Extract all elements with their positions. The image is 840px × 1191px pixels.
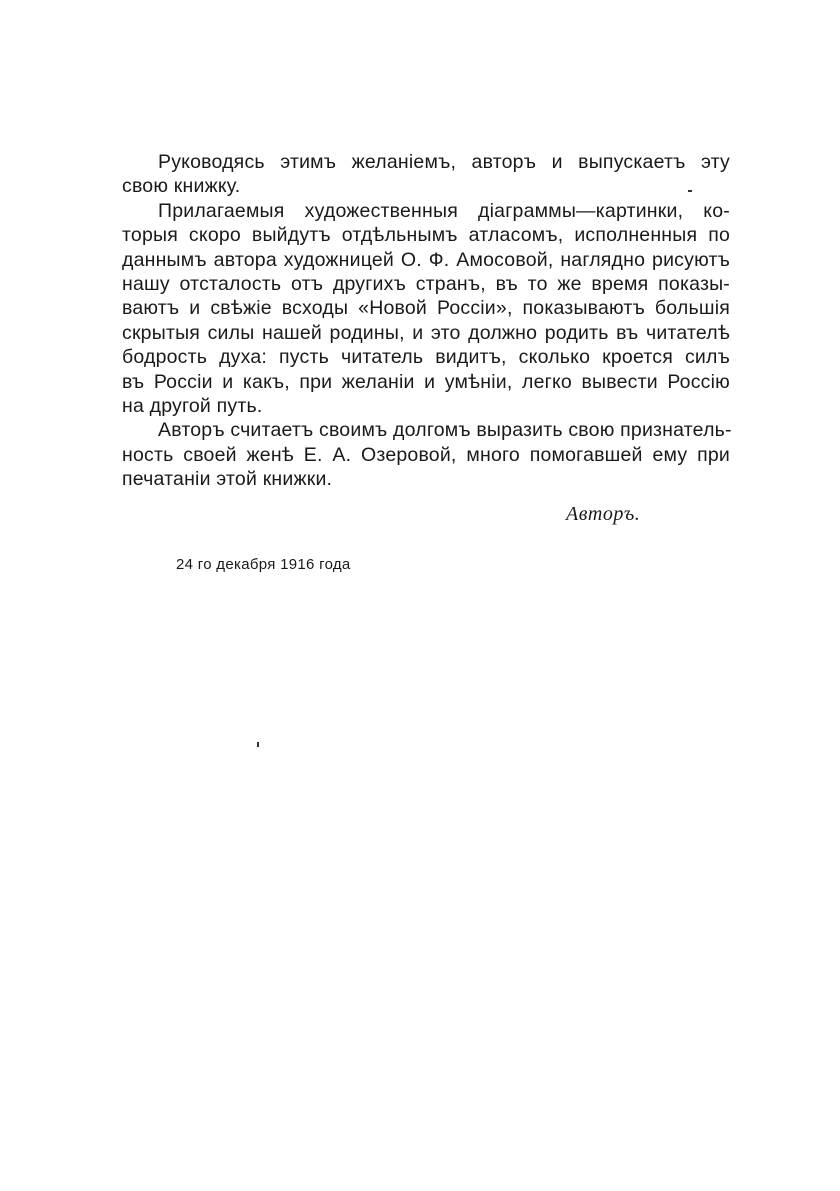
text-line: ваютъ и свѣжiе всходы «Новой Россiи», показываютъ большiя [122,297,730,320]
text-line: ность своей женѣ Е. А. Озеровой, много помогавшей ему при [122,443,730,466]
text-line: Прилагаемыя художественныя дiаграммы—картинки, ко- [158,199,730,222]
text-line: въ Россiи и какъ, при желанiи и умѣнiи, легко вывести Россiю [122,370,730,393]
date-line: 24 го декабря 1916 года [176,556,351,573]
print-speck [257,742,259,747]
text-line: скрытыя силы нашей родины, и это должно родить въ читателѣ [122,321,730,344]
text-line: торыя скоро выйдутъ отдѣльнымъ атласомъ, исполненныя по [122,224,730,247]
text-line: свою книжку. [122,175,241,198]
text-line: Руководясь этимъ желанiемъ, авторъ и выпускаетъ эту [158,151,730,173]
text-line: нашу отсталость отъ другихъ странъ, въ то же время показы- [122,272,730,295]
body-text [122,150,730,491]
author-signature: Авторъ. [566,503,641,525]
text-line: даннымъ автора художницей О. Ф. Амосовой, наглядно рисуютъ [122,248,730,271]
text-line: Авторъ считаетъ своимъ долгомъ выразить свою признатель- [158,419,732,442]
print-speck [688,190,692,192]
text-line: на другой путь. [122,394,263,417]
text-line: бодрость духа: пусть читатель видитъ, сколько кроется силъ [122,346,730,369]
text-line: печатанiи этой книжки. [122,468,333,491]
